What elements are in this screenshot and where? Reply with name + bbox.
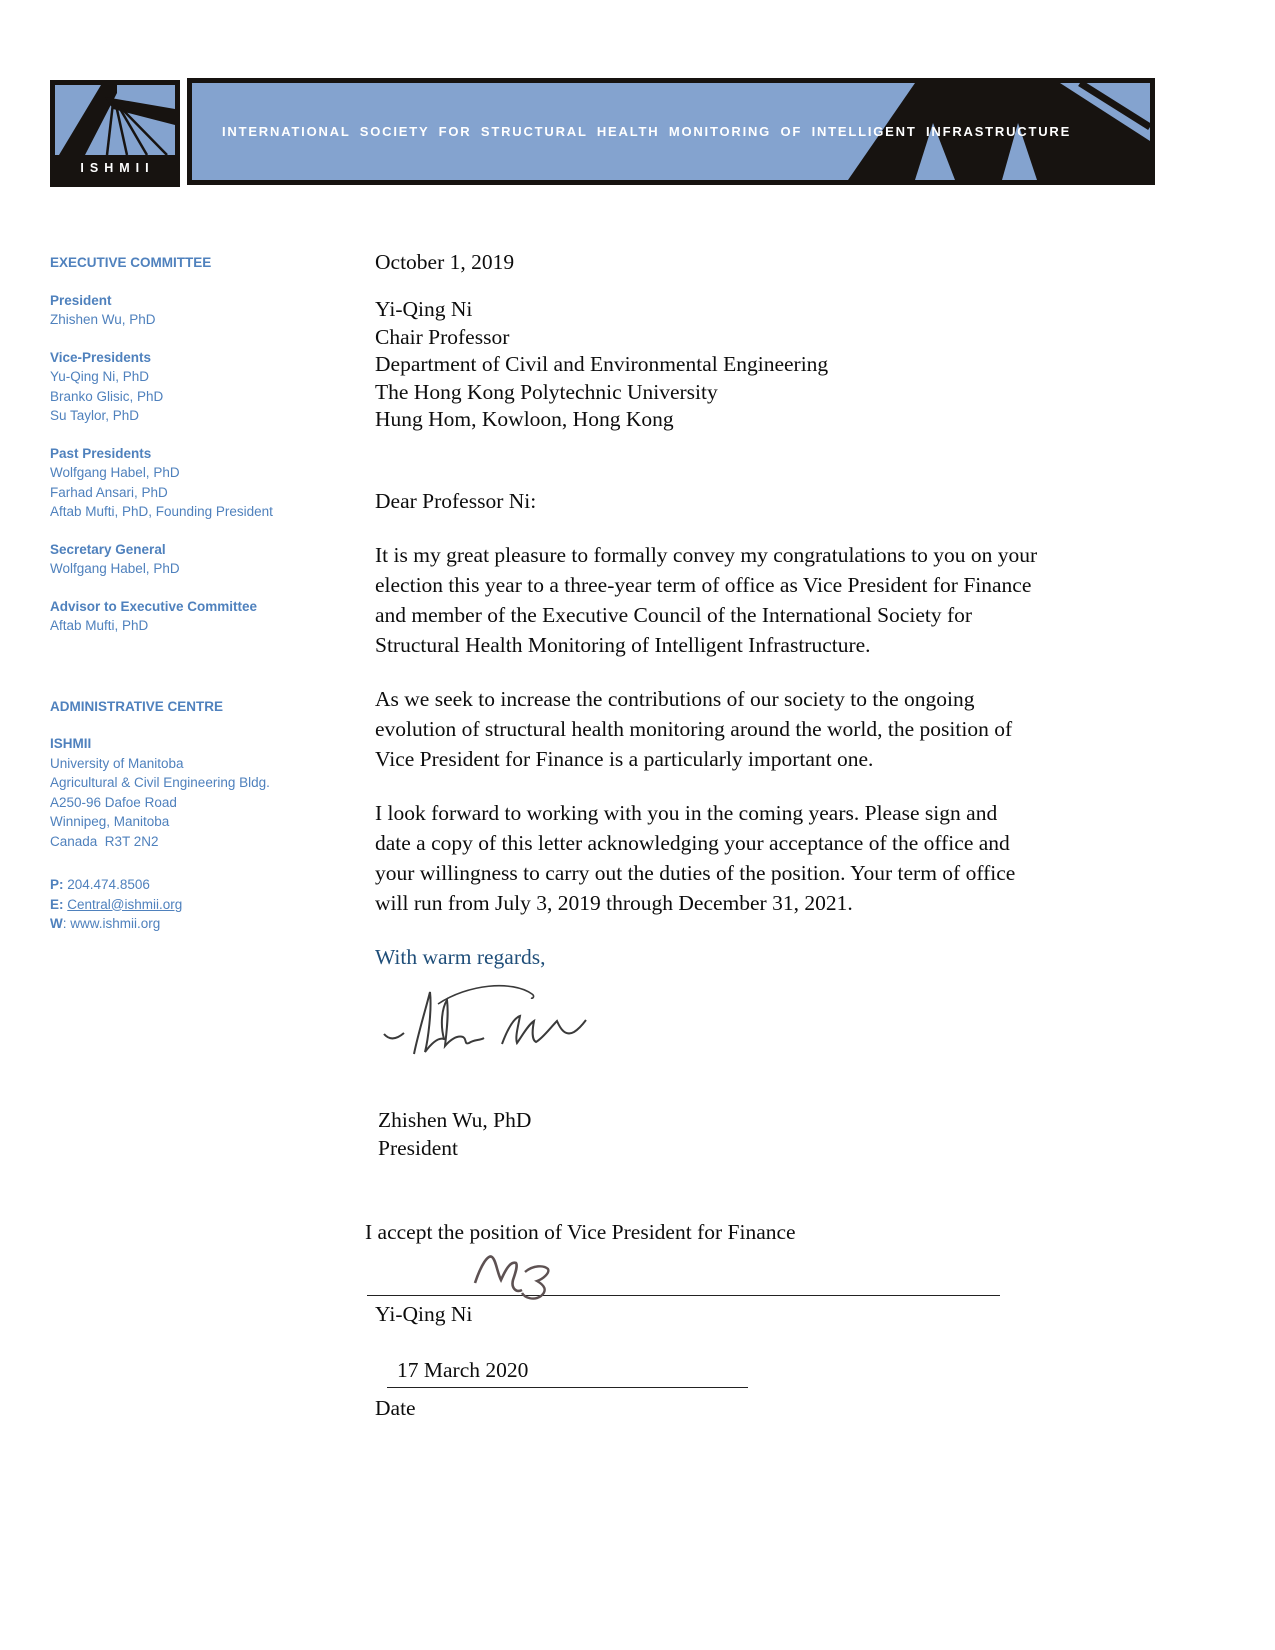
recipient-line: Department of Civil and Environmental Engineering <box>375 352 829 376</box>
member-name: Aftab Mufti, PhD, Founding President <box>50 504 273 519</box>
address-line: Canada R3T 2N2 <box>50 833 159 849</box>
group-secretary-general <box>50 540 350 579</box>
email-line <box>50 895 350 915</box>
group-title: President <box>50 292 112 308</box>
letter-date: October 1, 2019 <box>375 250 515 274</box>
banner <box>187 78 1155 185</box>
recipient-block <box>375 296 1135 434</box>
member-name: Zhishen Wu, PhD <box>50 312 156 327</box>
signature-zhishen-wu <box>380 982 615 1060</box>
member-name: Wolfgang Habel, PhD <box>50 465 180 480</box>
address-line: University of Manitoba <box>50 755 184 771</box>
salutation: Dear Professor Ni: <box>375 488 537 513</box>
member-name: Yu-Qing Ni, PhD <box>50 369 150 384</box>
phone-number: 204.474.8506 <box>67 877 150 892</box>
paragraph-line: your willingness to carry out the duties of the position. Your term of office <box>375 860 1016 885</box>
phone-label: P: <box>50 877 64 892</box>
sidebar <box>50 253 350 934</box>
recipient-line: Hung Hom, Kowloon, Hong Kong <box>375 407 674 431</box>
date-label: Date <box>375 1395 416 1420</box>
group-vice-presidents <box>50 348 350 426</box>
accepted-date: 17 March 2020 <box>387 1355 748 1388</box>
group-president <box>50 291 350 330</box>
ishmii-logo-text: ISHMII <box>55 155 175 182</box>
paragraph <box>375 798 1135 918</box>
acceptance-signature-area <box>367 1247 1135 1295</box>
signer-block <box>378 1106 1135 1162</box>
closing: With warm regards, <box>375 944 546 969</box>
admin-org-name: ISHMII <box>50 736 92 751</box>
acceptance-statement: I accept the position of Vice President for Finance <box>365 1219 796 1244</box>
signature-yi-qing-ni <box>467 1241 577 1303</box>
group-title: Advisor to Executive Committee <box>50 598 258 614</box>
exec-committee-heading: EXECUTIVE COMMITTEE <box>50 255 212 270</box>
paragraph <box>375 540 1135 660</box>
group-title: Vice-Presidents <box>50 349 152 365</box>
paragraph-line: election this year to a three-year term of office as Vice President for Finance <box>375 572 1032 597</box>
address-line: Agricultural & Civil Engineering Bldg. <box>50 775 270 790</box>
acceptor-name: Yi-Qing Ni <box>375 1301 473 1326</box>
paragraph-line: I look forward to working with you in the coming years. Please sign and <box>375 800 998 825</box>
member-name: Wolfgang Habel, PhD <box>50 561 180 576</box>
ishmii-logo <box>50 80 180 187</box>
member-name: Aftab Mufti, PhD <box>50 618 149 633</box>
group-advisor <box>50 597 350 636</box>
paragraph-line: date a copy of this letter acknowledging your acceptance of the office and <box>375 830 1010 855</box>
paragraph <box>375 684 1135 774</box>
banner-title: INTERNATIONAL SOCIETY FOR STRUCTURAL HEALTH MONITORING OF INTELLIGENT INFRASTRUCTURE <box>222 124 1072 139</box>
member-name: Farhad Ansari, PhD <box>50 484 168 500</box>
bridge-pylon-icon <box>55 85 175 155</box>
signer-name: Zhishen Wu, PhD <box>378 1107 532 1132</box>
paragraph-line: As we seek to increase the contributions of our society to the ongoing <box>375 686 975 711</box>
web-url: www.ishmii.org <box>70 916 161 931</box>
phone-line <box>50 875 350 895</box>
group-past-presidents <box>50 444 350 522</box>
letter-body <box>365 248 1135 1423</box>
web-colon: : <box>62 916 67 931</box>
member-name: Su Taylor, PhD <box>50 408 140 423</box>
email-link[interactable]: Central@ishmii.org <box>67 896 183 912</box>
admin-centre-heading: ADMINISTRATIVE CENTRE <box>50 698 224 714</box>
paragraph-line: Vice President for Finance is a particularly important one. <box>375 746 874 771</box>
acceptance-signature-line <box>367 1295 1000 1296</box>
bridge-logo-icon <box>55 85 175 155</box>
recipient-line: Chair Professor <box>375 324 510 349</box>
paragraph-line: and member of the Executive Council of the International Society for <box>375 602 973 627</box>
web-label: W <box>50 916 63 931</box>
admin-address-block <box>50 734 350 851</box>
group-title: Secretary General <box>50 541 166 557</box>
group-title: Past Presidents <box>50 445 152 461</box>
contact-block <box>50 875 350 934</box>
recipient-line: The Hong Kong Polytechnic University <box>375 379 718 404</box>
paragraph-line: will run from July 3, 2019 through December 31, 2021. <box>375 890 853 915</box>
recipient-line: Yi-Qing Ni <box>375 297 473 321</box>
paragraph-line: Structural Health Monitoring of Intelligent Infrastructure. <box>375 632 871 657</box>
paragraph-line: It is my great pleasure to formally convey my congratulations to you on your <box>375 542 1038 567</box>
email-label: E: <box>50 896 64 912</box>
address-line: A250-96 Dafoe Road <box>50 794 177 810</box>
signer-title: President <box>378 1135 459 1160</box>
paragraph-line: evolution of structural health monitoring around the world, the position of <box>375 716 1013 741</box>
address-line: Winnipeg, Manitoba <box>50 814 170 829</box>
web-line <box>50 914 350 934</box>
member-name: Branko Glisic, PhD <box>50 388 164 404</box>
